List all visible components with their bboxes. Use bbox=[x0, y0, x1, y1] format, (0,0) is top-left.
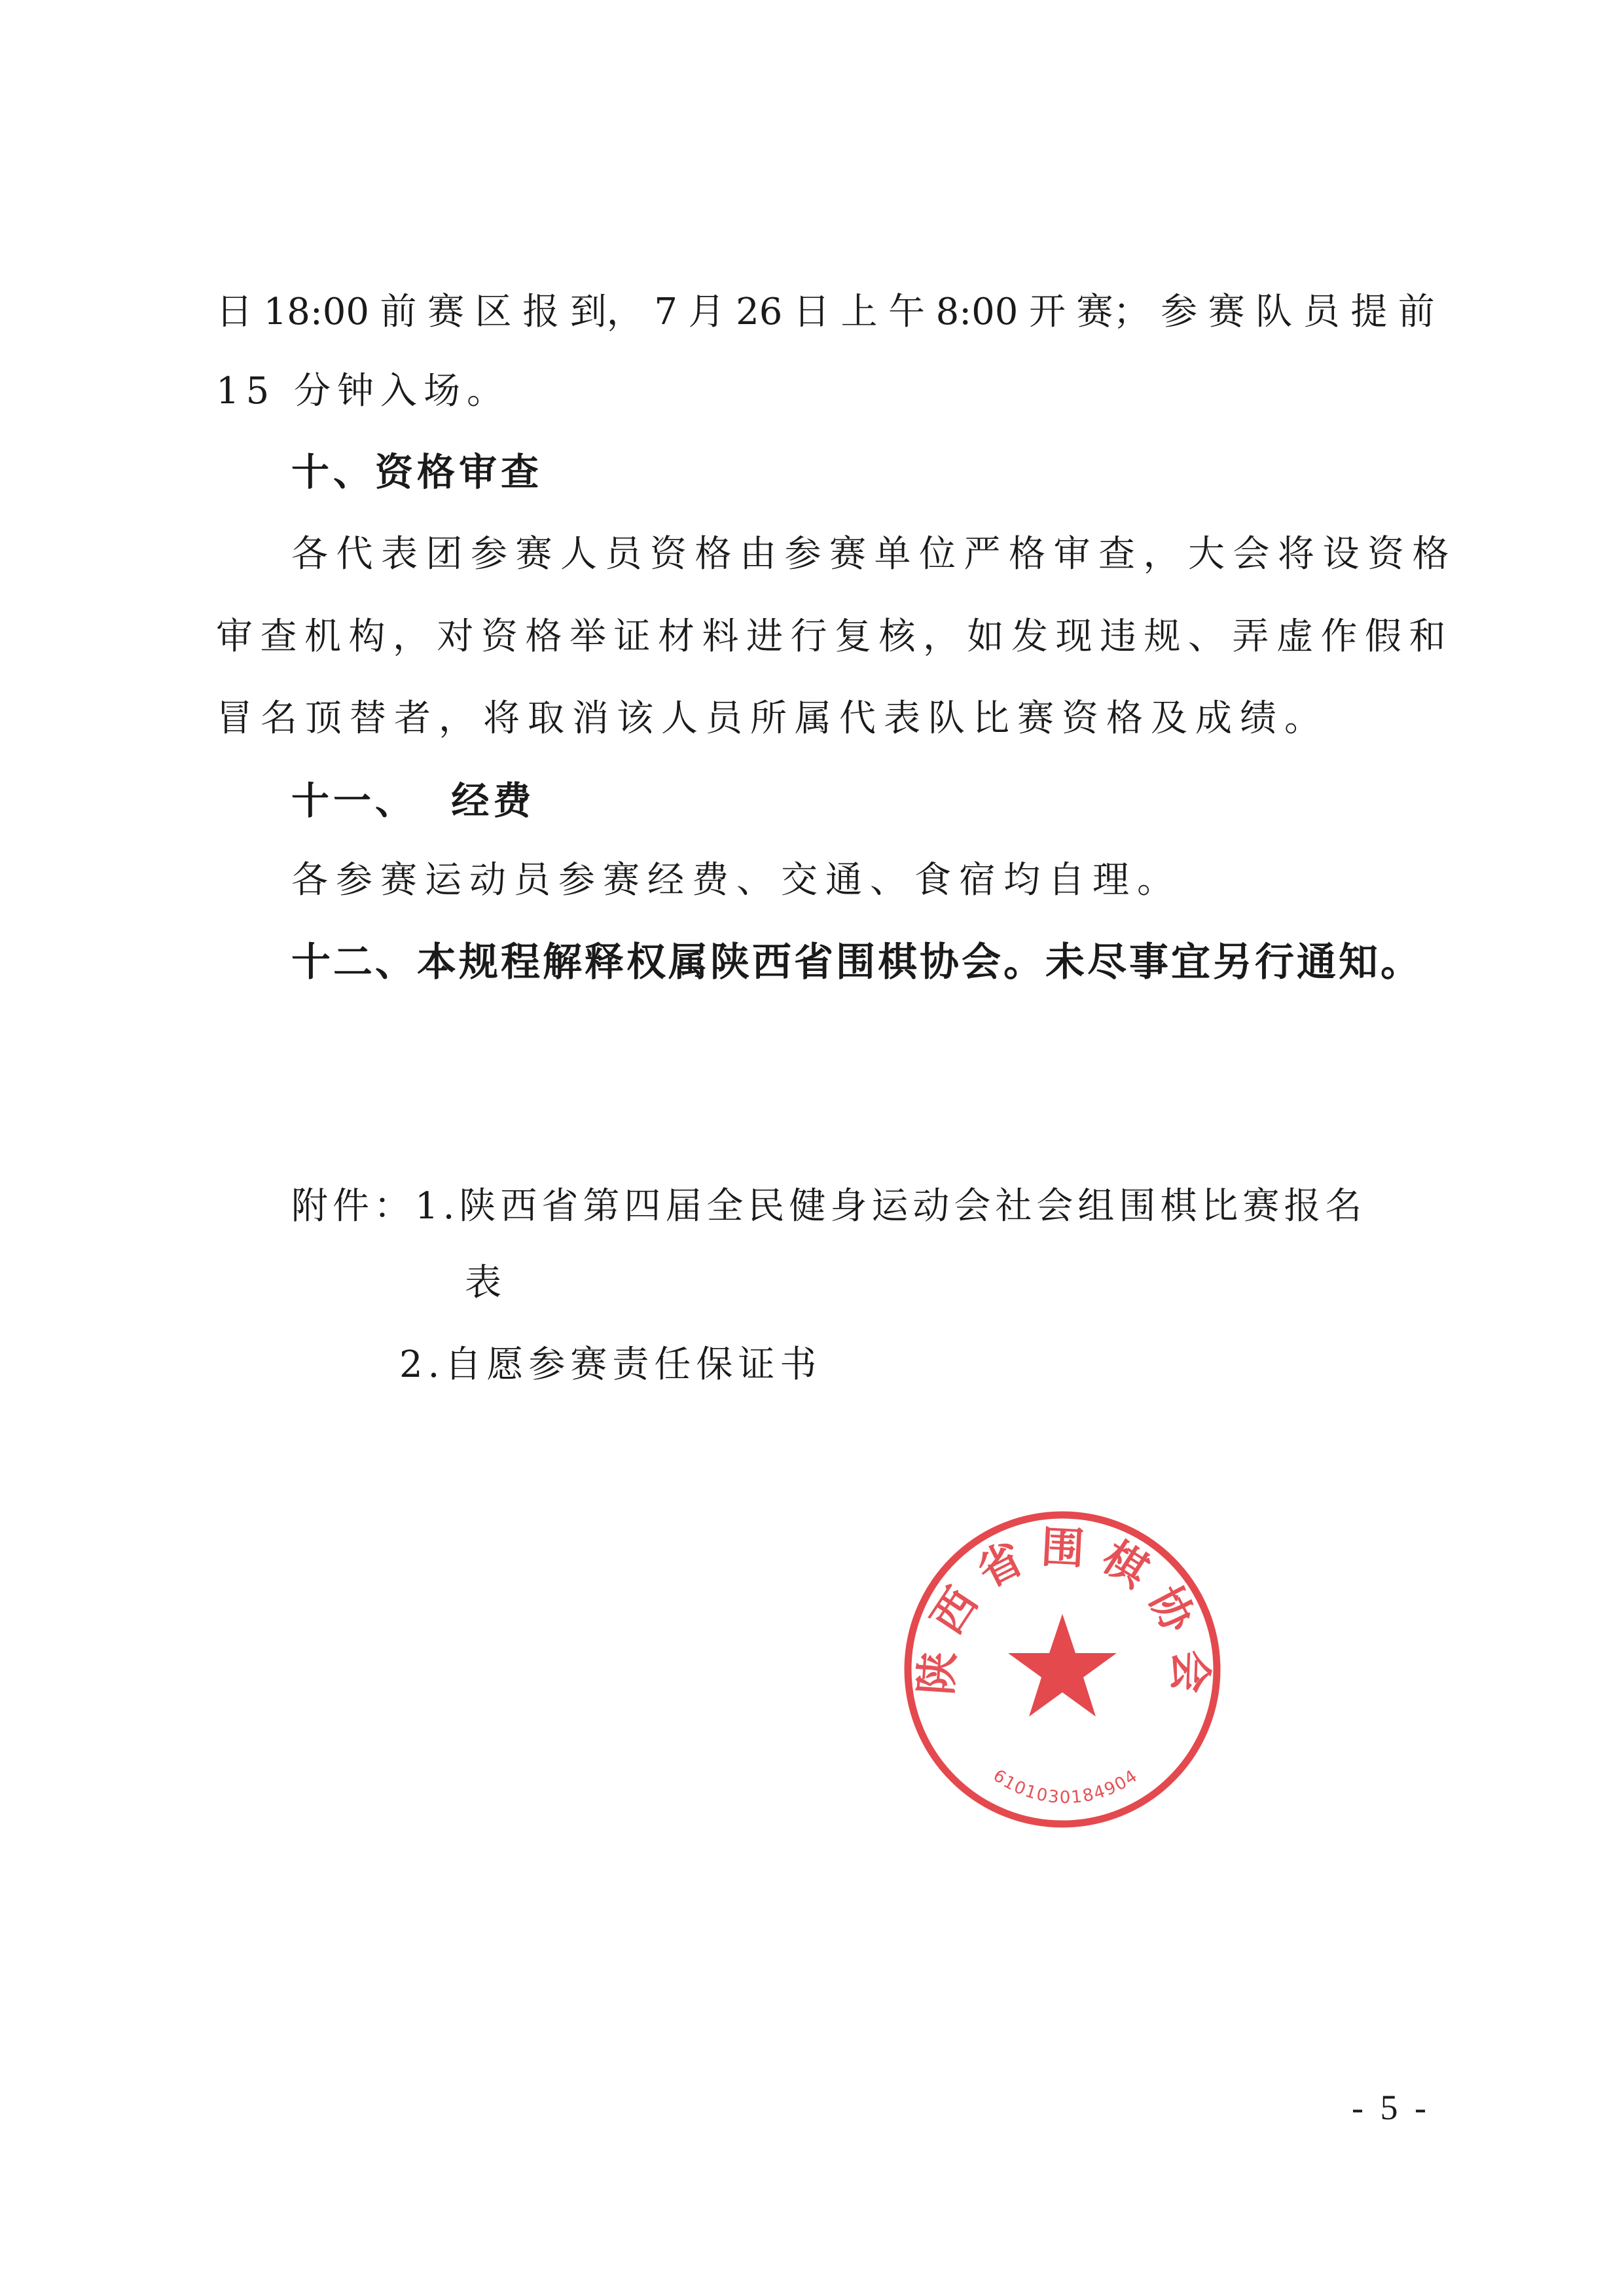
page-number: - 5 - bbox=[1352, 2088, 1430, 2127]
text-fragment: 前 bbox=[380, 291, 417, 333]
text-fragment: 提 bbox=[1350, 291, 1388, 333]
text-fragment: 26 bbox=[736, 291, 783, 333]
text-fragment: 日 bbox=[793, 291, 830, 333]
text-fragment: 报 bbox=[522, 291, 560, 333]
text-fragment: 队 bbox=[1255, 291, 1293, 333]
text-fragment: 午 bbox=[888, 291, 926, 333]
text-fragment: 7 bbox=[654, 291, 677, 333]
svg-text:6101030184904 bbox=[990, 1766, 1142, 1808]
text-fragment: 赛 bbox=[427, 291, 465, 333]
seal-code: 6101030184904 bbox=[989, 1766, 1142, 1808]
text-fragment: 18:00 bbox=[263, 291, 369, 333]
text-fragment: 员 bbox=[1303, 291, 1340, 333]
text-fragment: 到， bbox=[569, 291, 643, 333]
attachment-line: 2.自愿参赛责任保证书 bbox=[399, 1343, 822, 1386]
paragraph-line: 15 分钟入场。 bbox=[216, 370, 511, 412]
official-seal bbox=[892, 1499, 1233, 1840]
text-fragment: 赛 bbox=[1208, 291, 1245, 333]
attachment-line: 附件：1.陕西省第四届全民健身运动会社会组围棋比赛报名 bbox=[291, 1185, 1367, 1228]
seal-org-name: 陕西省围棋协会 bbox=[911, 1522, 1216, 1709]
text-fragment: 月 bbox=[688, 291, 725, 333]
paragraph-line: 审查机构，对资格举证材料进行复核，如发现违规、弄虚作假和 bbox=[216, 615, 1453, 658]
attachment-line: 表 bbox=[465, 1262, 508, 1304]
section-heading: 十、资格审查 bbox=[291, 450, 543, 494]
section-statement: 十二、本规程解释权属陕西省围棋协会。未尽事宜另行通知。 bbox=[291, 939, 1422, 985]
star-icon bbox=[1008, 1614, 1117, 1717]
text-fragment: 日 bbox=[216, 291, 253, 333]
text-fragment: 区 bbox=[475, 291, 512, 333]
paragraph-line: 各代表团参赛人员资格由参赛单位严格审查，大会将设资格 bbox=[291, 533, 1457, 575]
text-fragment: 上 bbox=[840, 291, 878, 333]
paragraph-line: 各参赛运动员参赛经费、交通、食宿均自理。 bbox=[291, 859, 1182, 902]
text-fragment: 赛； bbox=[1076, 291, 1150, 333]
text-fragment: 前 bbox=[1398, 291, 1435, 333]
paragraph-line: 冒名顶替者，将取消该人员所属代表队比赛资格及成绩。 bbox=[216, 697, 1329, 740]
text-fragment: 开 bbox=[1028, 291, 1066, 333]
text-fragment: 8:00 bbox=[935, 291, 1019, 333]
paragraph-line bbox=[216, 286, 1435, 338]
section-heading: 十一、 经费 bbox=[291, 778, 535, 823]
text-fragment: 参 bbox=[1161, 291, 1198, 333]
